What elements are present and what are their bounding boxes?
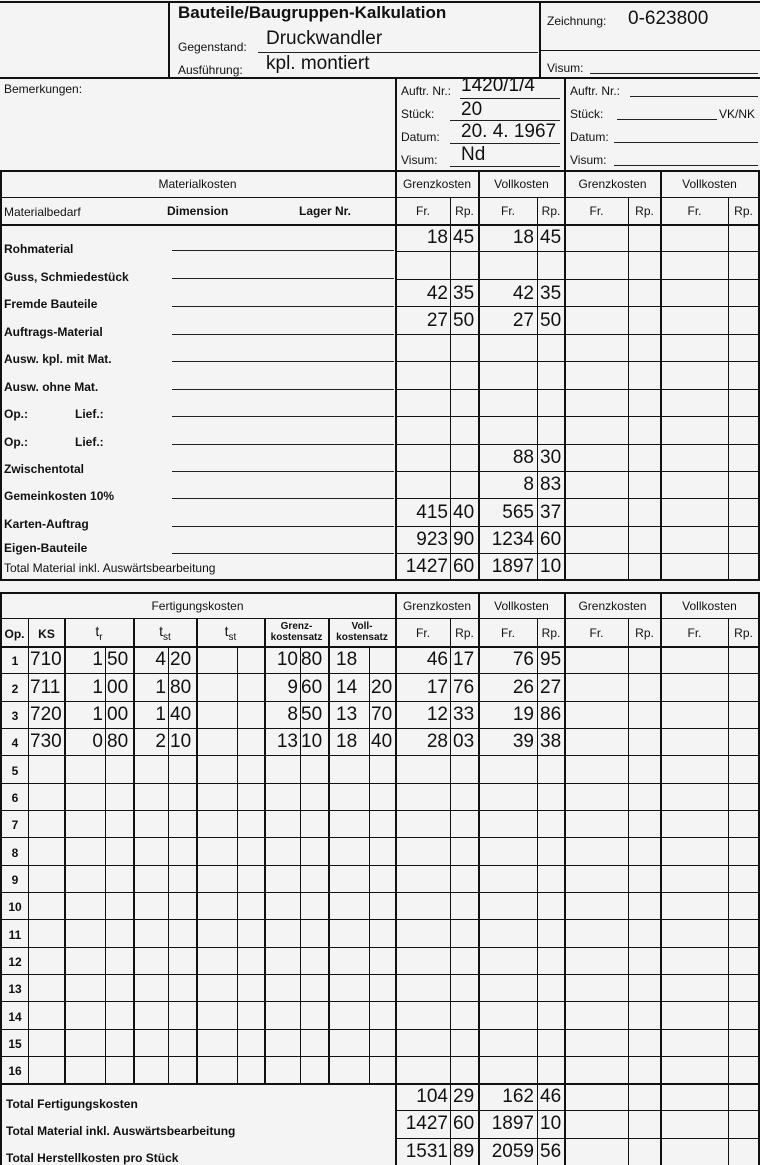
col-fr: Fr. [589,626,604,640]
col-rp: Rp. [734,626,753,640]
col-grenzkosten-2: Grenzkosten [578,177,647,191]
col-op: Op. [4,627,25,641]
col-grenzkosten: Grenzkosten [402,177,472,191]
material-section-title: Materialkosten [158,177,237,191]
operation-row-number: 13 [8,982,22,996]
col-fr: Fr. [589,204,604,218]
operation-row-number: 14 [8,1010,22,1024]
col-lager-nr: Lager Nr. [299,204,352,218]
operation-row-number: 7 [11,818,19,832]
col-fr: Fr. [416,626,430,640]
col-rp: Rp. [635,204,654,218]
col-rp: Rp. [541,204,561,218]
dimension-field[interactable] [172,471,394,472]
col-fr: Fr. [416,204,430,218]
dimension-field[interactable] [172,444,394,445]
col-rp: Rp. [541,626,561,640]
operation-row-number: 10 [8,900,22,914]
col-vollkostensatz: Voll- kostensatz [336,621,388,643]
dimension-field[interactable] [172,250,394,251]
auftr-nr-label-2: Auftr. Nr.: [570,84,621,98]
dimension-field[interactable] [172,306,394,307]
col-grenzkosten-2: Grenzkosten [578,599,647,613]
col-tr: $t_r$ [95,623,103,643]
dimension-field[interactable] [172,334,394,335]
dimension-field[interactable] [172,498,394,499]
operation-row-number: 6 [11,791,19,805]
col-materialbedarf: Materialbedarf [4,205,81,219]
auftr-nr-label: Auftr. Nr.: [401,84,452,98]
col-fr: Fr. [501,626,515,640]
col-rp: Rp. [455,204,474,218]
ausfuehrung-value[interactable]: kpl. montiert [266,53,370,74]
zeichnung-value[interactable]: 0-623800 [628,8,709,29]
col-dimension: Dimension [167,204,229,218]
datum-value[interactable]: 20. 4. 1967 [461,121,557,142]
fertigung-section-title: Fertigungskosten [151,599,244,613]
col-rp: Rp. [455,626,474,640]
operation-row-number: 12 [8,955,22,969]
form-title: Bauteile/Baugruppen-Kalkulation [178,3,447,22]
dimension-field[interactable] [172,416,394,417]
operation-row-number: 5 [11,764,19,778]
col-vollkosten: Vollkosten [494,599,549,613]
auftr-nr-value[interactable]: 1420/1/4 [461,75,535,96]
col-vollkosten: Vollkosten [494,177,549,191]
datum-label: Datum: [401,130,440,144]
header-visum-label: Visum: [547,61,584,75]
dimension-field[interactable] [172,278,394,279]
dimension-field[interactable] [172,361,394,362]
col-grenzkosten: Grenzkosten [402,599,472,613]
col-fr: Fr. [501,204,515,218]
gegenstand-value[interactable]: Druckwandler [266,28,383,49]
dimension-field[interactable] [172,389,394,390]
stueck-value[interactable]: 20 [461,99,483,120]
col-rp: Rp. [734,204,753,218]
operation-row-number: 9 [11,873,19,887]
operation-row-number: 8 [11,846,19,860]
col-vollkosten-2: Vollkosten [682,177,737,191]
zeichnung-label: Zeichnung: [547,14,607,28]
dimension-field[interactable] [172,553,394,554]
visum-label: Visum: [401,153,438,167]
col-rp: Rp. [635,626,654,640]
col-ks: KS [38,627,55,641]
dimension-field[interactable] [172,526,394,527]
operation-row-number: 11 [8,928,22,942]
visum-label-2: Visum: [570,153,607,167]
operation-row-number: 16 [8,1064,22,1078]
col-tst: $t_{st}$ [159,623,171,643]
operation-row-number: 15 [8,1037,22,1051]
col-fr: Fr. [687,626,702,640]
gegenstand-label: Gegenstand: [178,40,247,54]
col-tst-2: $t_{st}$ [224,623,237,643]
remarks-label: Bemerkungen: [4,82,83,96]
vknk-label: VK/NK [719,107,756,121]
col-vollkosten-2: Vollkosten [682,599,737,613]
stueck-label-2: Stück: [570,107,604,121]
visum-value[interactable]: Nd [461,144,486,165]
ausfuehrung-label: Ausführung: [178,63,243,77]
stueck-label: Stück: [401,107,435,121]
col-fr: Fr. [687,204,702,218]
col-grenzkostensatz: Grenz- kostensatz [270,621,323,643]
datum-label-2: Datum: [570,130,609,144]
